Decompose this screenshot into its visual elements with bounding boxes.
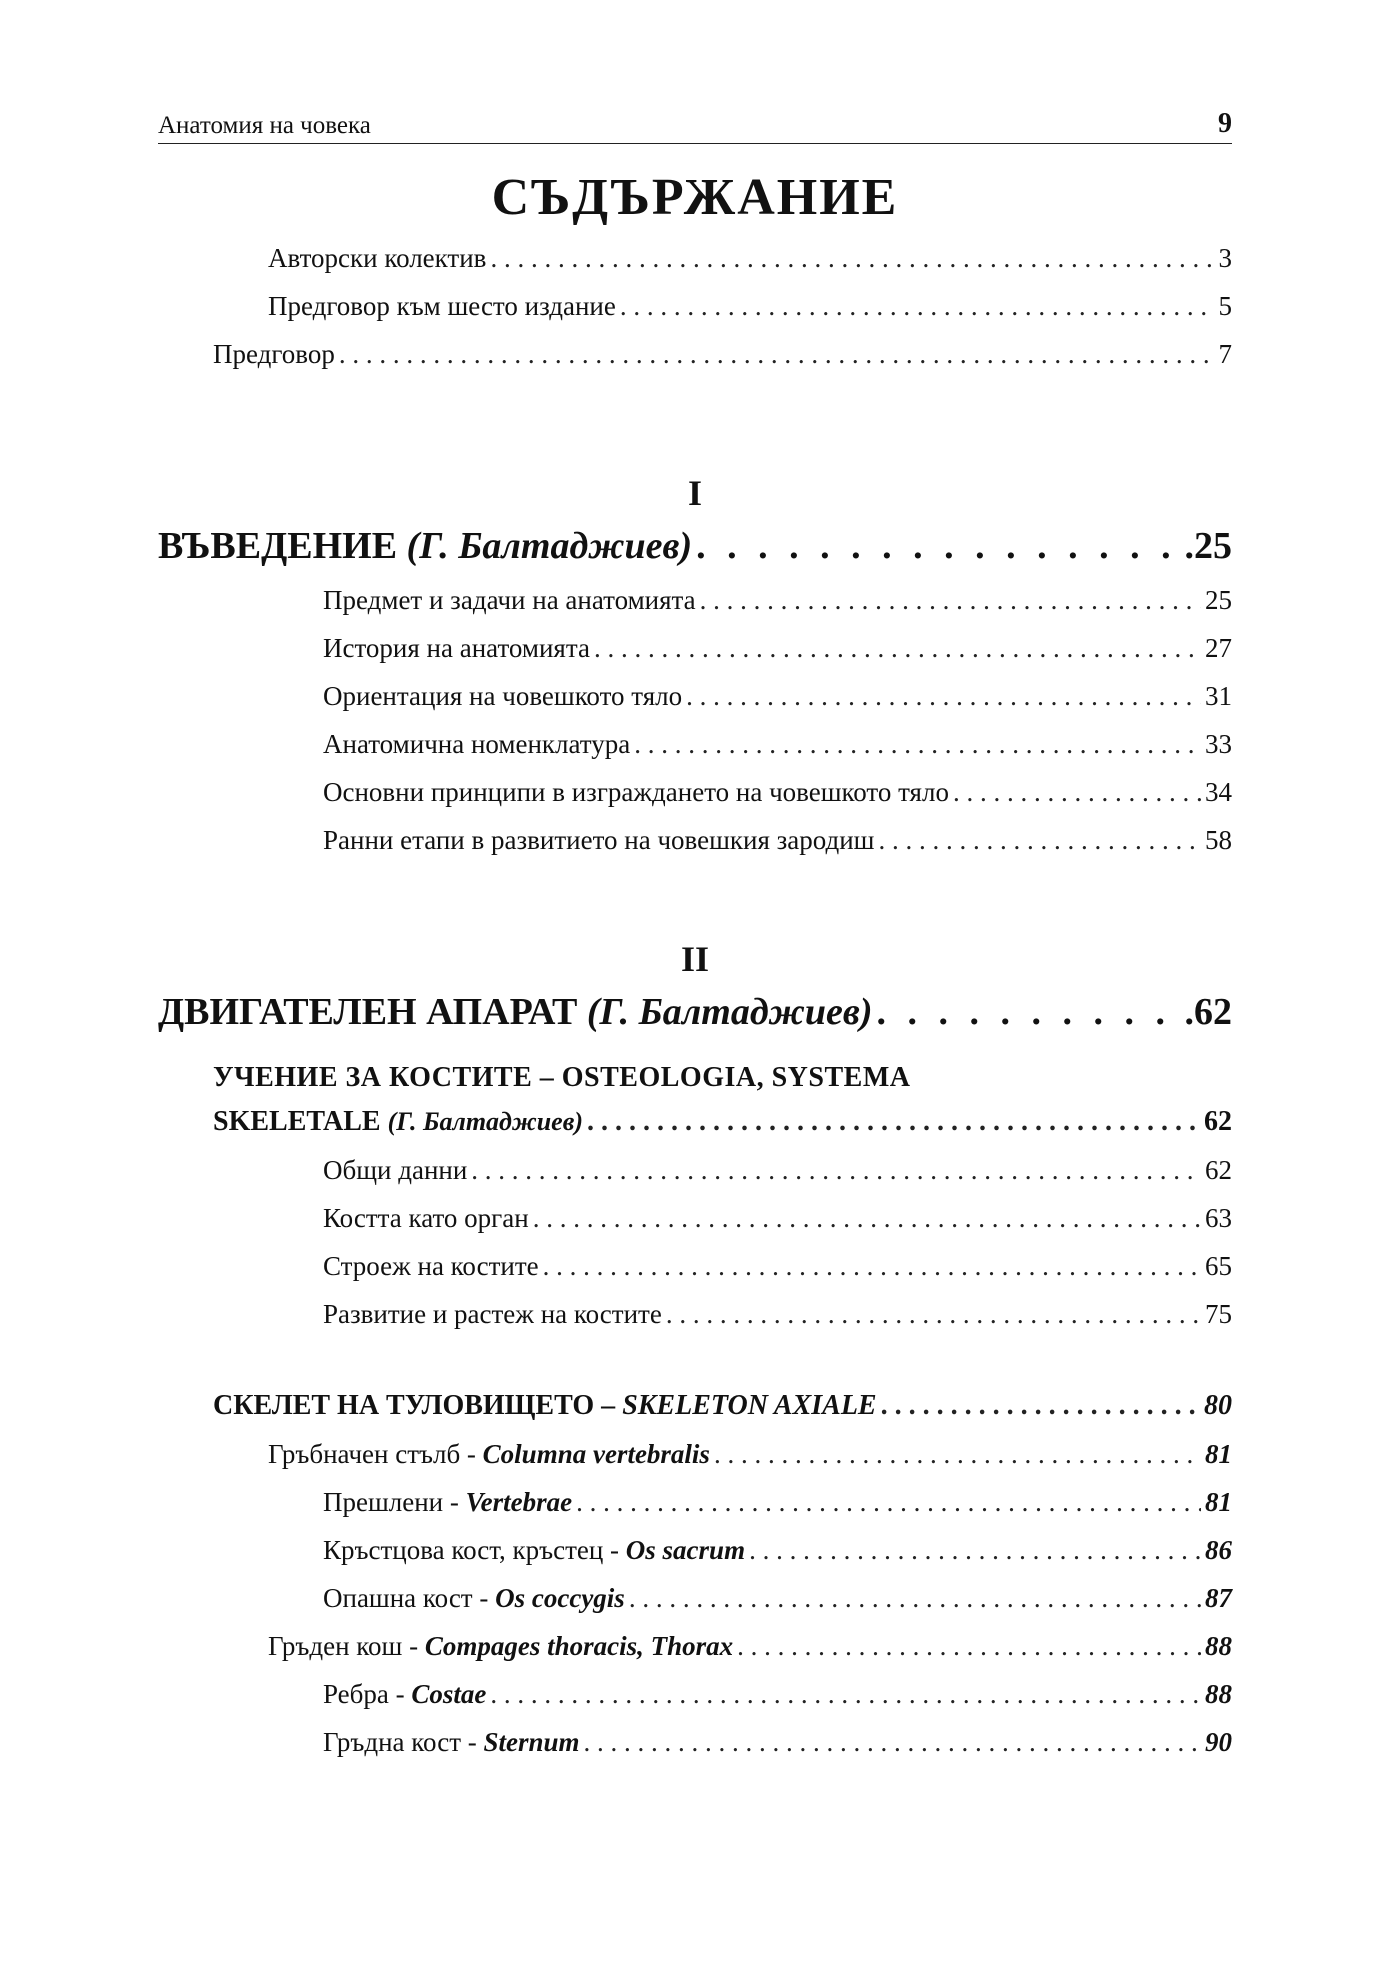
chapter-title: ДВИГАТЕЛЕН АПАРАТ (Г. Балтаджиев) xyxy=(158,991,873,1033)
toc-entry[interactable] xyxy=(158,624,1232,672)
dot-leader xyxy=(339,330,1215,378)
toc-entry[interactable] xyxy=(158,1430,1232,1478)
toc-entry-label: Гръбначен стълб - Columna vertebralis xyxy=(268,1439,710,1469)
toc-entry[interactable] xyxy=(158,1194,1232,1242)
dot-leader xyxy=(490,1670,1201,1718)
toc-entry-label: Ранни етапи в развитието на човешкия зародиш xyxy=(323,825,875,855)
dot-leader xyxy=(686,672,1201,720)
dot-leader xyxy=(587,1098,1200,1146)
section-title: SKELETALE (Г. Балтаджиев) xyxy=(213,1106,583,1137)
toc-entry-label: Предмет и задачи на анатомията xyxy=(323,585,696,615)
toc-entry[interactable] xyxy=(158,576,1232,624)
dot-leader xyxy=(714,1430,1201,1478)
section-entry[interactable] xyxy=(158,1098,1232,1146)
dot-leader xyxy=(594,624,1201,672)
toc-entry-label: Ребра - Costae xyxy=(323,1679,487,1709)
dot-leader xyxy=(666,1290,1201,1338)
book-title: Анатомия на човека xyxy=(158,112,371,139)
part-numeral: I xyxy=(687,473,702,513)
toc-entry-page: 65 xyxy=(1205,1251,1232,1281)
dot-leader xyxy=(576,1478,1201,1526)
dot-leader xyxy=(629,1574,1201,1622)
section-entry[interactable] xyxy=(158,1382,1232,1430)
toc-entry-page: 81 xyxy=(1205,1439,1232,1469)
dot-leader xyxy=(737,1622,1201,1670)
section-page: 62 xyxy=(1204,1106,1232,1137)
chapter-page: .62 xyxy=(1184,991,1232,1033)
toc-entry-page: 7 xyxy=(1218,339,1232,369)
toc-entry-label: Опашна кост - Os coccygis xyxy=(323,1583,625,1613)
toc-entry-label: История на анатомията xyxy=(323,633,590,663)
toc-entry-page: 31 xyxy=(1205,681,1232,711)
section-page: 80 xyxy=(1204,1390,1232,1421)
toc-entry-page: 62 xyxy=(1205,1155,1232,1185)
toc-entry-page: 3 xyxy=(1218,243,1232,273)
toc-page xyxy=(158,108,1232,1766)
dot-leader xyxy=(533,1194,1201,1242)
toc-entry-label: Общи данни xyxy=(323,1155,468,1185)
dot-leader xyxy=(584,1718,1201,1766)
dot-leader xyxy=(696,516,1180,576)
dot-leader xyxy=(620,282,1215,330)
part-numeral: II xyxy=(680,939,710,979)
dot-leader xyxy=(700,576,1201,624)
toc-entry[interactable] xyxy=(158,1670,1232,1718)
toc-entry-label: Гръден кош - Compages thoracis, Thorax xyxy=(268,1631,734,1661)
toc-entry[interactable] xyxy=(158,768,1232,816)
toc-entry-label: Гръдна кост - Sternum xyxy=(323,1727,580,1757)
toc-entry-label: Прешлени - Vertebrae xyxy=(323,1487,573,1517)
dot-leader xyxy=(749,1526,1201,1574)
toc-entry[interactable] xyxy=(158,1242,1232,1290)
toc-entry-page: 90 xyxy=(1205,1727,1232,1757)
toc-entry-page: 63 xyxy=(1205,1203,1232,1233)
toc-entry-page: 81 xyxy=(1205,1487,1232,1517)
toc-entry-label: Строеж на костите xyxy=(323,1251,539,1281)
toc-entry-page: 27 xyxy=(1205,633,1232,663)
toc-entry-page: 33 xyxy=(1205,729,1232,759)
page-number: 9 xyxy=(1218,108,1232,139)
toc-entry-label: Кръстцова кост, кръстец - Os sacrum xyxy=(323,1535,746,1565)
toc-entry[interactable] xyxy=(158,1146,1232,1194)
toc-entry-label: Предговор xyxy=(213,339,335,369)
toc-entry[interactable] xyxy=(158,1478,1232,1526)
dot-leader xyxy=(878,816,1201,864)
toc-entry[interactable] xyxy=(158,1526,1232,1574)
dot-leader xyxy=(471,1146,1201,1194)
chapter-entry[interactable] xyxy=(158,516,1232,576)
toc-entry-label: Костта като орган xyxy=(323,1203,529,1233)
section-heading: УЧЕНИЕ ЗА КОСТИТЕ – OSTEOLOGIA, SYSTEMA xyxy=(213,1062,911,1093)
dot-leader xyxy=(490,234,1214,282)
toc-entry-page: 34 xyxy=(1205,777,1232,807)
chapter-entry[interactable] xyxy=(158,982,1232,1042)
toc-entry-page: 5 xyxy=(1218,291,1232,321)
page-title: СЪДЪРЖАНИЕ xyxy=(491,169,899,226)
toc-entry[interactable] xyxy=(158,330,1232,378)
toc-entry[interactable] xyxy=(158,1622,1232,1670)
toc-entry-label: Ориентация на човешкото тяло xyxy=(323,681,683,711)
toc-entry-page: 25 xyxy=(1205,585,1232,615)
toc-entry-label: Развитие и растеж на костите xyxy=(323,1299,662,1329)
running-header xyxy=(158,108,1232,144)
dot-leader xyxy=(634,720,1201,768)
dot-leader xyxy=(877,982,1181,1042)
toc-entry[interactable] xyxy=(158,1718,1232,1766)
toc-entry-page: 75 xyxy=(1205,1299,1232,1329)
toc-entry[interactable] xyxy=(158,672,1232,720)
toc-entry[interactable] xyxy=(158,816,1232,864)
dot-leader xyxy=(543,1242,1201,1290)
toc-entry-label: Основни принципи в изграждането на човешкото тяло xyxy=(323,777,949,807)
chapter-title: ВЪВЕДЕНИЕ (Г. Балтаджиев) xyxy=(158,525,693,567)
dot-leader xyxy=(881,1382,1200,1430)
toc-entry-page: 87 xyxy=(1205,1583,1232,1613)
toc-entry-page: 86 xyxy=(1205,1535,1232,1565)
toc-entry[interactable] xyxy=(158,720,1232,768)
section-title: СКЕЛЕТ НА ТУЛОВИЩЕТО – SKELETON AXIALE xyxy=(213,1390,877,1421)
chapter-page: .25 xyxy=(1184,525,1232,567)
toc-entry[interactable] xyxy=(158,234,1232,282)
toc-entry-label: Предговор към шесто издание xyxy=(268,291,616,321)
toc-entry[interactable] xyxy=(158,1574,1232,1622)
toc-entry-label: Анатомична номенклатура xyxy=(323,729,631,759)
toc-entry-page: 88 xyxy=(1205,1679,1232,1709)
toc-entry[interactable] xyxy=(158,1290,1232,1338)
toc-entry-page: 58 xyxy=(1205,825,1232,855)
dot-leader xyxy=(953,768,1201,816)
toc-entry[interactable] xyxy=(158,282,1232,330)
toc-entry-page: 88 xyxy=(1205,1631,1232,1661)
toc-entry-label: Авторски колектив xyxy=(268,243,487,273)
